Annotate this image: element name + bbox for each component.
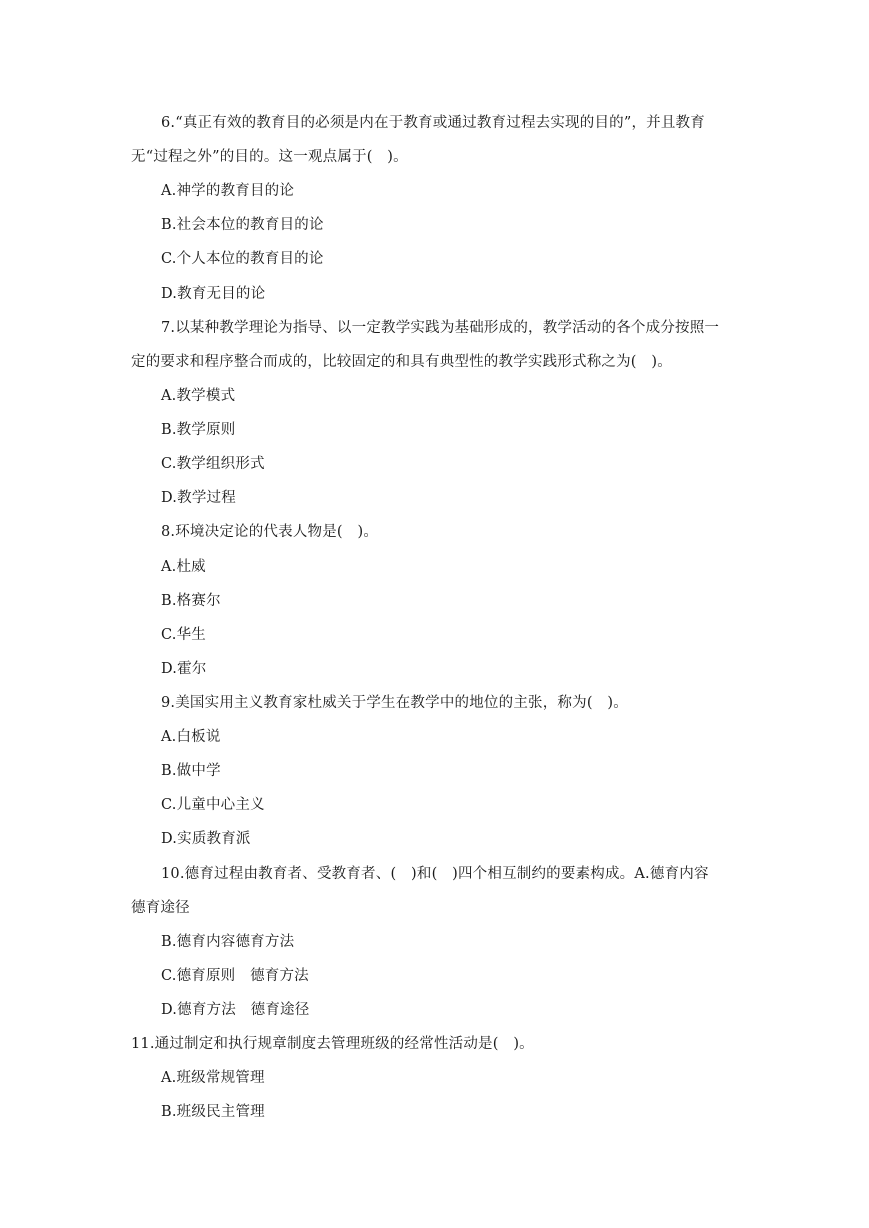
question-11-stem-line-1: 11.通过制定和执行规章制度去管理班级的经常性活动是( )。 (131, 1036, 534, 1052)
question-9-option-b: B.做中学 (161, 763, 221, 779)
question-10-option-d: D.德育方法 德育途径 (161, 1002, 310, 1018)
question-8-option-c: C.华生 (161, 627, 206, 643)
question-6-option-b: B.社会本位的教育目的论 (161, 217, 324, 233)
question-6-stem-line-2: 无“过程之外”的目的。这一观点属于( )。 (131, 149, 408, 165)
question-7-option-d: D.教学过程 (161, 490, 236, 506)
question-7-stem-line-1: 7.以某种教学理论为指导、以一定教学实践为基础形成的，教学活动的各个成分按照一 (161, 320, 720, 336)
question-10-stem-line-2: 德育途径 (131, 900, 190, 916)
question-11-option-b: B.班级民主管理 (161, 1104, 265, 1120)
question-9-stem-line-1: 9.美国实用主义教育家杜威关于学生在教学中的地位的主张，称为( )。 (161, 695, 628, 711)
question-6-option-a: A.神学的教育目的论 (161, 183, 295, 199)
question-7-option-c: C.教学组织形式 (161, 456, 265, 472)
question-11-option-a: A.班级常规管理 (161, 1070, 265, 1086)
question-9-option-d: D.实质教育派 (161, 831, 251, 847)
question-10-option-b: B.德育内容德育方法 (161, 934, 295, 950)
question-6-option-c: C.个人本位的教育目的论 (161, 251, 324, 267)
question-10-option-c: C.德育原则 德育方法 (161, 968, 309, 984)
question-8-option-a: A.杜威 (161, 559, 206, 575)
question-7-option-b: B.教学原则 (161, 422, 236, 438)
question-8-option-d: D.霍尔 (161, 661, 207, 677)
question-8-option-b: B.格赛尔 (161, 593, 221, 609)
question-9-option-a: A.白板说 (161, 729, 221, 745)
question-10-stem-line-1: 10.德育过程由教育者、受教育者、( )和( )四个相互制约的要素构成。A.德育内容 (161, 866, 709, 882)
question-9-option-c: C.儿童中心主义 (161, 797, 265, 813)
question-8-stem-line-1: 8.环境决定论的代表人物是( )。 (161, 524, 379, 540)
question-7-stem-line-2: 定的要求和程序整合而成的，比较固定的和具有典型性的教学实践形式称之为( )。 (131, 354, 672, 370)
question-6-option-d: D.教育无目的论 (161, 286, 266, 302)
question-7-option-a: A.教学模式 (161, 388, 236, 404)
question-6-stem-line-1: 6.“真正有效的教育目的必须是内在于教育或通过教育过程去实现的目的”，并且教育 (161, 115, 705, 131)
